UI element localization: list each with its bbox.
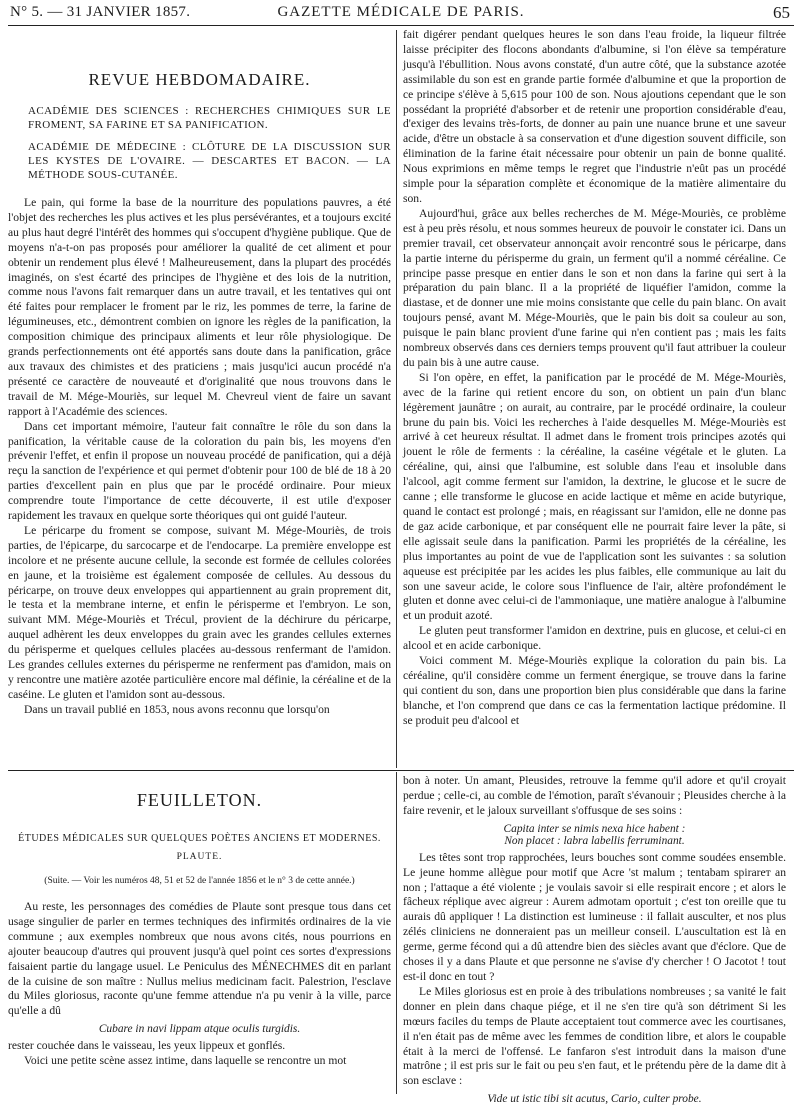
feuilleton-paragraph: rester couchée dans le vaisseau, les yeux lippeux et gonflés. (8, 1039, 286, 1053)
feuilleton-right-column (403, 774, 786, 1105)
revue-left-column (8, 32, 391, 768)
latin-quote: Vide ut istic tibi sit acutus, Cario, culter probe. (487, 1093, 702, 1105)
feuilleton-divider (8, 770, 794, 771)
feuilleton-paragraph: Au reste, les personnages des comédies de Plaute sont presque tous dans cet usage singulier de parler en termes techniques des infirmités ordinaires de la vie commune ; aux exemples nombreux que nous avons cités, nous pourrions en ajouter beaucoup d'autres qui prouvent jusqu'à quel point ces sortes d'expressions faisaient partie du langage usuel. Le Peniculus des MÉNECHMES dit en parlant de la cuisine de son maître : Nullus melius medicinam facit. Palestrion, l'esclave du Miles gloriosus, raconte qu'une femme attendue n'a pu venir à la ville, parce qu'elle a dû (8, 900, 391, 1018)
page-number: 65 (773, 3, 790, 22)
revue-right-column (403, 28, 786, 766)
latin-quote: Cubare in navi lippam atque oculis turgidis. (98, 1023, 301, 1036)
feuilleton-paragraph: Voici une petite scène assez intime, dans laquelle se rencontre un mot (24, 1054, 347, 1068)
journal-title: GAZETTE MÉDICALE DE PARIS. (277, 4, 525, 20)
issue-date: N° 5. — 31 JANVIER 1857. (10, 4, 191, 20)
revue-paragraph: Le pain, qui forme la base de la nourriture des populations pauvres, a été l'objet des recherches les plus actives et les plus persévérantes, et a toujours excité au plus haut degré l'intérêt des hommes qui s'occupent d'hygiène publique. Que de moyens n'a-t-on pas proposés pour améliorer la qualité de cet aliment et pour obtenir un rendement plus élevé ! Malheureusement, dans la plupart des procédés imaginés, on s'est écarté des principes de l'hygiène et des lois de la nutrition, comme nous l'avons fait remarquer dans un autre travail, et les tentatives qui ont été faites pour remplacer le froment par le riz, les pommes de terre, la farine de légumineuses, etc., démontrent combien on ignore les règles de la panification, la composition chimique des principaux aliments et leur rôle physiologique. De grands perfectionnements ont été apportés sans doute dans la panification, grâce aux travaux des chimistes et des praticiens ; mais jusqu'ici aucun procédé n'a présenté ce caractère de nouveauté et d'originalité que nous trouvons dans le travail de M. Mége-Mouriès, sur lequel M. Chevreul vient de faire un savant rapport à l'Académie des sciences. (8, 196, 391, 418)
revue-paragraph: Voici comment M. Mége-Mouriès explique la coloration du pain bis. La céréaline, qu'il considère comme un ferment énergique, se trouve dans la farine qui contient du son, dans une proportion bien plus considérable que dans la farine blanche, et l'on comprend que dans ce cas la fermentation lactique prédomine. Il se produit peu d'alcool et (403, 654, 786, 727)
feuilleton-paragraph: bon à noter. Un amant, Pleusides, retrouve la femme qu'il adore et qu'il croyait perdue ; celle-ci, au comble de l'émotion, paraît s'évanouir ; Pleusides cherche à la faire revenir, et le jaloux surveillant s'offusque de ses soins : (403, 774, 786, 817)
revue-paragraph: fait digérer pendant quelques heures le son dans l'eau froide, la liqueur filtrée laisse précipiter des flocons abondants d'albumine, si l'on élève sa température jusqu'à l'ébullition. Nous avons constaté, d'un autre côté, que la substance azotée assimilable du son est en grande partie formée d'albumine et que la proportion de ce principe s'élève à 5,615 pour 100 de son. Nous ajoutions cependant que le son possédant la propriété d'absorber et de retenir une proportion considérable d'eau, d'exiger des levains très-forts, de donner au pain une nuance brune et une saveur acide, d'être un obstacle à sa conservation et d'une digestion souvent difficile, son élimination de la farine était nécessaire pour obtenir un pain de bonne qualité. Nous exprimions en même temps le regret que l'industrie n'eût pas un procédé simple pour la séparation complète et économique de la matière alimentaire du son. (403, 28, 786, 205)
feuilleton-title: FEUILLETON. (136, 790, 263, 810)
revue-paragraph: Dans cet important mémoire, l'auteur fait connaître le rôle du son dans la panification, la véritable cause de la coloration du pain bis, les moyens d'en prévenir l'effet, et enfin il propose un nouveau procédé de panification, qui a déjà reçu la sanction de l'expérience et qui permet d'obtenir pour 100 de blé de 18 à 20 parties d'excellent pain en plus que par le procédé ordinaire. Pour mieux comprendre toute l'importance de cette découverte, il est utile d'exposer rapidement les travaux en quelque sorte théoriques qui ont guidé l'auteur. (8, 419, 391, 523)
revue-paragraph: Le péricarpe du froment se compose, suivant M. Mége-Mouriès, de trois parties, de l'épicarpe, du sarcocarpe et de l'endocarpe. La première enveloppe est incolore et ne présente aucune cellule, la seconde est formée de cellules colorées en jaune, et la troisième est également composée de cellules. Au dessous du péricarpe, on trouve deux enveloppes qui appartiennent au grain proprement dit, le testa et la membrane interne, et enfin le périsperme et l'embryon. Le son, suivant MM. Mége-Mouriès et Trécul, provient de la déchirure du péricarpe, auquel adhèrent les deux enveloppes du grain avec les grandes cellules externes du périsperme et quelques cellules placées au-dessous renfermant de l'amidon. Les grandes cellules externes du périsperme ne renferment pas d'amidon, mais on y rencontre une matière azotée particulière encore mal définie, la céréaline et de la caséine. Le gluten et l'amidon sont au-dessous. (8, 523, 391, 701)
revue-paragraph: Aujourd'hui, grâce aux belles recherches de M. Mége-Mouriès, ce problème est à peu près résolu, et nous sommes heureux de pouvoir le constater ici. Dans un premier travail, cet observateur annonçait avoir rencontré sous le péricarpe, dans la partie interne du périsperme du grain, un ferment qu'il a nommé céréaline. Ce principe passe presque en entier dans le son et non dans la farine qui sert à la préparation du pain blanc. Il a la propriété de liquéfier l'amidon, comme la diastase, et de donner une mie moins consistante que celle du pain blanc. On avait toujours pensé, avant M. Mége-Mouriès, que le pain bis doit sa couleur au son, puisque le pain blanc provient d'une farine qui n'en contient pas ; mais les faits nombreux observés dans ces derniers temps prouvent qu'il faut attribuer la couleur du pain bis à une autre cause. (403, 206, 786, 369)
feuilleton-paragraph: Les têtes sont trop rapprochées, leurs bouches sont comme soudées ensemble. Le jeune homme allègue pour motif que Acre 'st malum ; tentabam spirarет an non ; l'attaque a été violente ; je voulais savoir si elle respirait encore ; et alors le fâcheux réplique avec aigreur : Aurem admotam oportuit ; c'est ton oreille que tu aurais dû appliquer ! La distinction est lumineuse : il fallait ausculter, et nos plus zélés cliniciens ne donneraient pas un meilleur conseil. L'auscultation est là en germe, germe fécond qui a dû attendre bien des siècles avant que d'éclore. Que de choses il y a dans Plaute et que personne ne s'avise d'y chercher ! O Jacotot ! tout est-il donc en tout ? (403, 850, 786, 983)
revue-heading-academie-sciences: ACADÉMIE DES SCIENCES : RECHERCHES CHIMIQUES SUR LE FROMENT, SA FARINE ET SA PANIFICATION. (28, 105, 391, 131)
revue-title: REVUE HEBDOMADAIRE. (88, 70, 311, 89)
latin-quote: Non placet : labra labellis ferruminant. (504, 834, 685, 847)
column-divider (396, 30, 397, 768)
revue-paragraph: Le gluten peut transformer l'amidon en dextrine, puis en glucose, et celui-ci en alcool et en acide carbonique. (403, 624, 786, 653)
latin-quote: Capita inter se nimis nexa hice habent : (503, 822, 686, 835)
feuilleton-left-column (8, 774, 391, 1096)
feuilleton-subtitle: ÉTUDES MÉDICALES SUR QUELQUES POÈTES ANCIENS ET MODERNES. (18, 833, 381, 844)
page-header (8, 3, 794, 26)
feuilleton-author: PLAUTE. (176, 852, 223, 862)
column-divider (396, 772, 397, 1094)
revue-heading-academie-medecine: ACADÉMIE DE MÉDECINE : CLÔTURE DE LA DISCUSSION SUR LES KYSTES DE L'OVAIRE. — DESCARTES ET BACON. — LA MÉTHODE SOUS-CUTANÉE. (28, 141, 391, 181)
revue-paragraph: Dans un travail publié en 1853, nous avons reconnu que lorsqu'on (24, 702, 330, 716)
feuilleton-suite-note: (Suite. — Voir les numéros 48, 51 et 52 de l'année 1856 et le n° 3 de cette année.) (44, 876, 355, 886)
feuilleton-paragraph: Le Miles gloriosus est en proie à des tribulations nombreuses ; sa vanité le fait donner en plein dans chaque piége, et il ne s'en tire qu'à son détriment Si les mœurs faciles du temps de Plaute acceptaient tout commerce avec les courtisanes, il n'en était pas de même avec les femmes de condition libre, et alors le coupable était à la merci de l'offensé. Le fanfaron s'est introduit dans la maison d'une matrône ; il est pris sur le fait ou peu s'en faut, et le prétendu père de la dame dit à son esclave : (403, 984, 786, 1088)
revue-paragraph: Si l'on opère, en effet, la panification par le procédé de M. Mége-Mouriès, avec de la farine qui retient encore du son, on obtient un pain d'un blanc légèrement jaunâtre ; on aurait, au contraire, par le procédé ordinaire, la couleur brune du pain bis. Voici les recherches à l'aide desquelles M. Mége-Mouriès est arrivé à cet heureux résultat. Il admet dans le froment trois principes azotés qui jouent le rôle de ferments : la céréaline, la caséine végétale et le gluten. La céréaline, qui, ainsi que l'albumine, est soluble dans l'eau et insoluble dans l'alcool, agit comme ferment sur l'amidon, la dextrine, le glucose et le sucre de canne ; elle transforme le glucose en acide lactique et même en acide butyrique, quand le contact est prolongé ; mais, en réagissant sur l'amidon, elle ne donne pas de gaz acide carbonique, et par conséquent elle ne pourrait faire lever la pâte, si elle agissait seule dans la panification. Parmi les propriétés de la céréaline, les plus importantes au point de vue de l'application sont les suivantes : sa solution aqueuse est précipitée par les acides les plus faibles, elle communique au lait du son une saveur acide, le colore sous l'influence de l'air, altère profondément le gluten et donne avec celui-ci de l'ammoniaque, une matière analogue à l'albumine et un produit azoté. (403, 370, 786, 623)
